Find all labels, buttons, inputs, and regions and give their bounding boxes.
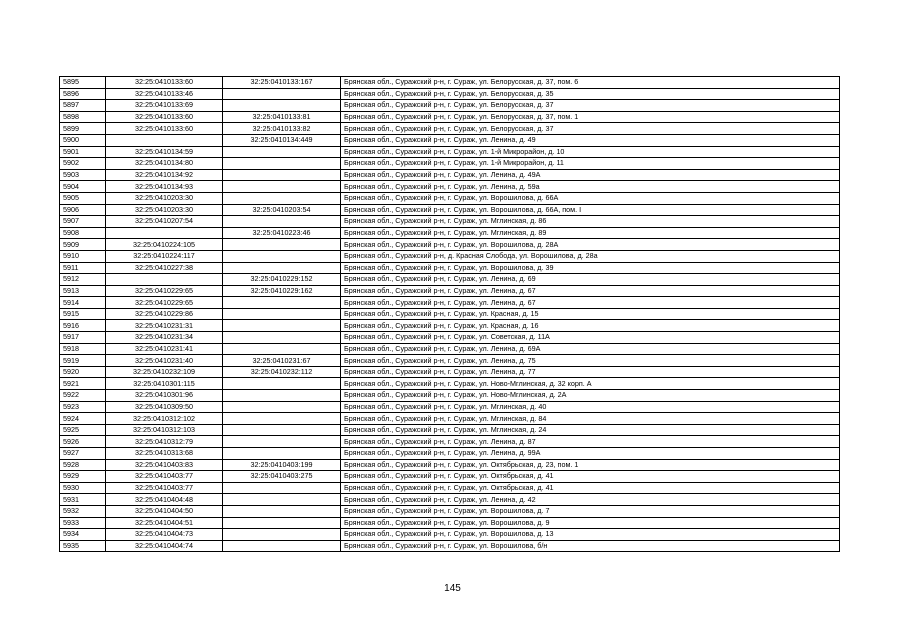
table-row bbox=[60, 355, 840, 367]
address-cell: Брянская обл., Суражский р-н, г. Сураж, ул. Ленина, д. 49А bbox=[341, 169, 840, 181]
row-number-cell: 5916 bbox=[60, 320, 106, 332]
address-cell: Брянская обл., Суражский р-н, г. Сураж, ул. Ворошилова, д. 13 bbox=[341, 529, 840, 541]
table-row bbox=[60, 390, 840, 402]
row-number-cell: 5934 bbox=[60, 529, 106, 541]
object-number-cell: 32:25:0410203:54 bbox=[223, 204, 341, 216]
table-row bbox=[60, 111, 840, 123]
cadastral-number-cell: 32:25:0410404:73 bbox=[106, 529, 223, 541]
cadastral-number-cell: 32:25:0410229:65 bbox=[106, 297, 223, 309]
row-number-cell: 5905 bbox=[60, 192, 106, 204]
address-cell: Брянская обл., Суражский р-н, г. Сураж, ул. Октябрьская, д. 23, пом. 1 bbox=[341, 459, 840, 471]
address-cell: Брянская обл., Суражский р-н, г. Сураж, ул. Белорусская, д. 37, пом. 1 bbox=[341, 111, 840, 123]
cadastral-number-cell: 32:25:0410133:60 bbox=[106, 111, 223, 123]
object-number-cell bbox=[223, 413, 341, 425]
row-number-cell: 5935 bbox=[60, 540, 106, 552]
address-cell: Брянская обл., Суражский р-н, г. Сураж, ул. Ворошилова, д. 39 bbox=[341, 262, 840, 274]
row-number-cell: 5900 bbox=[60, 134, 106, 146]
table-row bbox=[60, 88, 840, 100]
cadastral-number-cell bbox=[106, 274, 223, 286]
object-number-cell: 32:25:0410231:67 bbox=[223, 355, 341, 367]
address-cell: Брянская обл., Суражский р-н, г. Сураж, ул. 1-й Микрорайон, д. 11 bbox=[341, 158, 840, 170]
cadastral-number-cell: 32:25:0410134:80 bbox=[106, 158, 223, 170]
object-number-cell bbox=[223, 100, 341, 112]
page-number: 145 bbox=[444, 583, 461, 594]
object-number-cell bbox=[223, 262, 341, 274]
table-row bbox=[60, 123, 840, 135]
object-number-cell: 32:25:0410133:81 bbox=[223, 111, 341, 123]
row-number-cell: 5932 bbox=[60, 505, 106, 517]
address-cell: Брянская обл., Суражский р-н, г. Сураж, ул. Ворошилова, д. 28А bbox=[341, 239, 840, 251]
address-cell: Брянская обл., Суражский р-н, г. Сураж, ул. Ленина, д. 87 bbox=[341, 436, 840, 448]
row-number-cell: 5913 bbox=[60, 285, 106, 297]
object-number-cell bbox=[223, 390, 341, 402]
table-row bbox=[60, 332, 840, 344]
cadastral-number-cell: 32:25:0410134:93 bbox=[106, 181, 223, 193]
address-cell: Брянская обл., Суражский р-н, г. Сураж, ул. Ворошилова, д. 66А bbox=[341, 192, 840, 204]
object-number-cell: 32:25:0410403:199 bbox=[223, 459, 341, 471]
object-number-cell bbox=[223, 181, 341, 193]
table-row bbox=[60, 204, 840, 216]
row-number-cell: 5918 bbox=[60, 343, 106, 355]
cadastral-number-cell: 32:25:0410231:41 bbox=[106, 343, 223, 355]
row-number-cell: 5931 bbox=[60, 494, 106, 506]
registry-table-body bbox=[60, 77, 840, 552]
object-number-cell bbox=[223, 401, 341, 413]
object-number-cell bbox=[223, 332, 341, 344]
table-row bbox=[60, 239, 840, 251]
row-number-cell: 5914 bbox=[60, 297, 106, 309]
row-number-cell: 5904 bbox=[60, 181, 106, 193]
row-number-cell: 5921 bbox=[60, 378, 106, 390]
table-row bbox=[60, 343, 840, 355]
cadastral-number-cell: 32:25:0410133:60 bbox=[106, 123, 223, 135]
cadastral-number-cell: 32:25:0410301:115 bbox=[106, 378, 223, 390]
address-cell: Брянская обл., Суражский р-н, г. Сураж, ул. 1-й Микрорайон, д. 10 bbox=[341, 146, 840, 158]
address-cell: Брянская обл., Суражский р-н, г. Сураж, ул. Ленина, д. 75 bbox=[341, 355, 840, 367]
cadastral-number-cell: 32:25:0410203:30 bbox=[106, 192, 223, 204]
address-cell: Брянская обл., Суражский р-н, д. Красная Слобода, ул. Ворошилова, д. 28а bbox=[341, 250, 840, 262]
table-row bbox=[60, 169, 840, 181]
row-number-cell: 5912 bbox=[60, 274, 106, 286]
address-cell: Брянская обл., Суражский р-н, г. Сураж, ул. Ворошилова, б/н bbox=[341, 540, 840, 552]
cadastral-number-cell: 32:25:0410227:38 bbox=[106, 262, 223, 274]
object-number-cell: 32:25:0410223:46 bbox=[223, 227, 341, 239]
cadastral-number-cell: 32:25:0410404:51 bbox=[106, 517, 223, 529]
object-number-cell: 32:25:0410133:167 bbox=[223, 77, 341, 89]
object-number-cell bbox=[223, 216, 341, 228]
address-cell: Брянская обл., Суражский р-н, г. Сураж, ул. Белорусская, д. 37 bbox=[341, 100, 840, 112]
row-number-cell: 5908 bbox=[60, 227, 106, 239]
row-number-cell: 5897 bbox=[60, 100, 106, 112]
row-number-cell: 5903 bbox=[60, 169, 106, 181]
address-cell: Брянская обл., Суражский р-н, г. Сураж, ул. Ворошилова, д. 9 bbox=[341, 517, 840, 529]
address-cell: Брянская обл., Суражский р-н, г. Сураж, ул. Мглинская, д. 86 bbox=[341, 216, 840, 228]
address-cell: Брянская обл., Суражский р-н, г. Сураж, ул. Ново-Мглинская, д. 32 корп. А bbox=[341, 378, 840, 390]
table-row bbox=[60, 529, 840, 541]
table-row bbox=[60, 308, 840, 320]
address-cell: Брянская обл., Суражский р-н, г. Сураж, ул. Белорусская, д. 35 bbox=[341, 88, 840, 100]
cadastral-number-cell: 32:25:0410203:30 bbox=[106, 204, 223, 216]
row-number-cell: 5909 bbox=[60, 239, 106, 251]
object-number-cell bbox=[223, 529, 341, 541]
address-cell: Брянская обл., Суражский р-н, г. Сураж, ул. Октябрьская, д. 41 bbox=[341, 482, 840, 494]
object-number-cell bbox=[223, 169, 341, 181]
object-number-cell bbox=[223, 297, 341, 309]
cadastral-number-cell: 32:25:0410309:50 bbox=[106, 401, 223, 413]
table-row bbox=[60, 285, 840, 297]
table-row bbox=[60, 482, 840, 494]
cadastral-number-cell: 32:25:0410404:48 bbox=[106, 494, 223, 506]
table-row bbox=[60, 262, 840, 274]
row-number-cell: 5930 bbox=[60, 482, 106, 494]
address-cell: Брянская обл., Суражский р-н, г. Сураж, ул. Мглинская, д. 24 bbox=[341, 424, 840, 436]
cadastral-number-cell bbox=[106, 134, 223, 146]
object-number-cell bbox=[223, 250, 341, 262]
table-row bbox=[60, 297, 840, 309]
row-number-cell: 5925 bbox=[60, 424, 106, 436]
row-number-cell: 5906 bbox=[60, 204, 106, 216]
row-number-cell: 5919 bbox=[60, 355, 106, 367]
object-number-cell: 32:25:0410403:275 bbox=[223, 471, 341, 483]
object-number-cell bbox=[223, 378, 341, 390]
table-row bbox=[60, 320, 840, 332]
row-number-cell: 5924 bbox=[60, 413, 106, 425]
object-number-cell bbox=[223, 482, 341, 494]
cadastral-number-cell: 32:25:0410313:68 bbox=[106, 448, 223, 460]
row-number-cell: 5929 bbox=[60, 471, 106, 483]
table-row bbox=[60, 471, 840, 483]
address-cell: Брянская обл., Суражский р-н, г. Сураж, ул. Красная, д. 16 bbox=[341, 320, 840, 332]
address-cell: Брянская обл., Суражский р-н, г. Сураж, ул. Ново-Мглинская, д. 2А bbox=[341, 390, 840, 402]
address-cell: Брянская обл., Суражский р-н, г. Сураж, ул. Ленина, д. 69А bbox=[341, 343, 840, 355]
object-number-cell bbox=[223, 436, 341, 448]
row-number-cell: 5915 bbox=[60, 308, 106, 320]
address-cell: Брянская обл., Суражский р-н, г. Сураж, ул. Красная, д. 15 bbox=[341, 308, 840, 320]
table-row bbox=[60, 192, 840, 204]
row-number-cell: 5902 bbox=[60, 158, 106, 170]
row-number-cell: 5895 bbox=[60, 77, 106, 89]
address-cell: Брянская обл., Суражский р-н, г. Сураж, ул. Советская, д. 11А bbox=[341, 332, 840, 344]
cadastral-number-cell: 32:25:0410404:74 bbox=[106, 540, 223, 552]
address-cell: Брянская обл., Суражский р-н, г. Сураж, ул. Мглинская, д. 89 bbox=[341, 227, 840, 239]
row-number-cell: 5898 bbox=[60, 111, 106, 123]
row-number-cell: 5907 bbox=[60, 216, 106, 228]
cadastral-number-cell: 32:25:0410232:109 bbox=[106, 366, 223, 378]
cadastral-number-cell: 32:25:0410312:103 bbox=[106, 424, 223, 436]
table-row bbox=[60, 146, 840, 158]
cadastral-number-cell: 32:25:0410301:96 bbox=[106, 390, 223, 402]
cadastral-number-cell: 32:25:0410403:83 bbox=[106, 459, 223, 471]
cadastral-number-cell: 32:25:0410231:40 bbox=[106, 355, 223, 367]
table-row bbox=[60, 505, 840, 517]
table-row bbox=[60, 227, 840, 239]
cadastral-number-cell: 32:25:0410229:86 bbox=[106, 308, 223, 320]
row-number-cell: 5901 bbox=[60, 146, 106, 158]
object-number-cell bbox=[223, 239, 341, 251]
table-row bbox=[60, 494, 840, 506]
address-cell: Брянская обл., Суражский р-н, г. Сураж, ул. Ленина, д. 59а bbox=[341, 181, 840, 193]
table-row bbox=[60, 378, 840, 390]
cadastral-number-cell: 32:25:0410312:79 bbox=[106, 436, 223, 448]
row-number-cell: 5910 bbox=[60, 250, 106, 262]
address-cell: Брянская обл., Суражский р-н, г. Сураж, ул. Ленина, д. 69 bbox=[341, 274, 840, 286]
registry-table bbox=[59, 76, 840, 552]
row-number-cell: 5896 bbox=[60, 88, 106, 100]
cadastral-number-cell: 32:25:0410224:105 bbox=[106, 239, 223, 251]
row-number-cell: 5933 bbox=[60, 517, 106, 529]
object-number-cell bbox=[223, 448, 341, 460]
cadastral-number-cell: 32:25:0410403:77 bbox=[106, 482, 223, 494]
object-number-cell bbox=[223, 158, 341, 170]
object-number-cell: 32:25:0410232:112 bbox=[223, 366, 341, 378]
address-cell: Брянская обл., Суражский р-н, г. Сураж, ул. Ленина, д. 67 bbox=[341, 285, 840, 297]
object-number-cell bbox=[223, 517, 341, 529]
object-number-cell bbox=[223, 192, 341, 204]
row-number-cell: 5923 bbox=[60, 401, 106, 413]
table-row bbox=[60, 436, 840, 448]
address-cell: Брянская обл., Суражский р-н, г. Сураж, ул. Ворошилова, д. 7 bbox=[341, 505, 840, 517]
address-cell: Брянская обл., Суражский р-н, г. Сураж, ул. Ленина, д. 49 bbox=[341, 134, 840, 146]
object-number-cell bbox=[223, 146, 341, 158]
table-row bbox=[60, 158, 840, 170]
table-row bbox=[60, 540, 840, 552]
table-row bbox=[60, 413, 840, 425]
table-row bbox=[60, 250, 840, 262]
cadastral-number-cell: 32:25:0410133:46 bbox=[106, 88, 223, 100]
table-row bbox=[60, 181, 840, 193]
cadastral-number-cell: 32:25:0410207:54 bbox=[106, 216, 223, 228]
address-cell: Брянская обл., Суражский р-н, г. Сураж, ул. Октябрьская, д. 41 bbox=[341, 471, 840, 483]
table-row bbox=[60, 274, 840, 286]
row-number-cell: 5926 bbox=[60, 436, 106, 448]
table-row bbox=[60, 424, 840, 436]
cadastral-number-cell: 32:25:0410133:69 bbox=[106, 100, 223, 112]
object-number-cell: 32:25:0410229:152 bbox=[223, 274, 341, 286]
object-number-cell bbox=[223, 88, 341, 100]
address-cell: Брянская обл., Суражский р-н, г. Сураж, ул. Ленина, д. 99А bbox=[341, 448, 840, 460]
cadastral-number-cell: 32:25:0410403:77 bbox=[106, 471, 223, 483]
cadastral-number-cell: 32:25:0410134:59 bbox=[106, 146, 223, 158]
row-number-cell: 5922 bbox=[60, 390, 106, 402]
address-cell: Брянская обл., Суражский р-н, г. Сураж, ул. Ленина, д. 67 bbox=[341, 297, 840, 309]
address-cell: Брянская обл., Суражский р-н, г. Сураж, ул. Белорусская, д. 37 bbox=[341, 123, 840, 135]
object-number-cell bbox=[223, 308, 341, 320]
row-number-cell: 5917 bbox=[60, 332, 106, 344]
cadastral-number-cell: 32:25:0410229:65 bbox=[106, 285, 223, 297]
table-row bbox=[60, 517, 840, 529]
object-number-cell: 32:25:0410134:449 bbox=[223, 134, 341, 146]
address-cell: Брянская обл., Суражский р-н, г. Сураж, ул. Мглинская, д. 40 bbox=[341, 401, 840, 413]
cadastral-number-cell: 32:25:0410312:102 bbox=[106, 413, 223, 425]
table-row bbox=[60, 216, 840, 228]
cadastral-number-cell bbox=[106, 227, 223, 239]
object-number-cell: 32:25:0410229:162 bbox=[223, 285, 341, 297]
address-cell: Брянская обл., Суражский р-н, г. Сураж, ул. Мглинская, д. 84 bbox=[341, 413, 840, 425]
row-number-cell: 5911 bbox=[60, 262, 106, 274]
table-row bbox=[60, 100, 840, 112]
table-row bbox=[60, 366, 840, 378]
address-cell: Брянская обл., Суражский р-н, г. Сураж, ул. Ленина, д. 77 bbox=[341, 366, 840, 378]
object-number-cell bbox=[223, 494, 341, 506]
cadastral-number-cell: 32:25:0410133:60 bbox=[106, 77, 223, 89]
object-number-cell bbox=[223, 424, 341, 436]
table-row bbox=[60, 448, 840, 460]
object-number-cell bbox=[223, 320, 341, 332]
cadastral-number-cell: 32:25:0410224:117 bbox=[106, 250, 223, 262]
object-number-cell bbox=[223, 505, 341, 517]
row-number-cell: 5920 bbox=[60, 366, 106, 378]
object-number-cell bbox=[223, 343, 341, 355]
object-number-cell: 32:25:0410133:82 bbox=[223, 123, 341, 135]
table-row bbox=[60, 134, 840, 146]
address-cell: Брянская обл., Суражский р-н, г. Сураж, ул. Ворошилова, д. 66А, пом. I bbox=[341, 204, 840, 216]
row-number-cell: 5927 bbox=[60, 448, 106, 460]
row-number-cell: 5899 bbox=[60, 123, 106, 135]
cadastral-number-cell: 32:25:0410134:92 bbox=[106, 169, 223, 181]
table-row bbox=[60, 77, 840, 89]
row-number-cell: 5928 bbox=[60, 459, 106, 471]
object-number-cell bbox=[223, 540, 341, 552]
table-row bbox=[60, 401, 840, 413]
address-cell: Брянская обл., Суражский р-н, г. Сураж, ул. Ленина, д. 42 bbox=[341, 494, 840, 506]
cadastral-number-cell: 32:25:0410231:34 bbox=[106, 332, 223, 344]
cadastral-number-cell: 32:25:0410404:50 bbox=[106, 505, 223, 517]
cadastral-number-cell: 32:25:0410231:31 bbox=[106, 320, 223, 332]
table-row bbox=[60, 459, 840, 471]
address-cell: Брянская обл., Суражский р-н, г. Сураж, ул. Белорусская, д. 37, пом. 6 bbox=[341, 77, 840, 89]
